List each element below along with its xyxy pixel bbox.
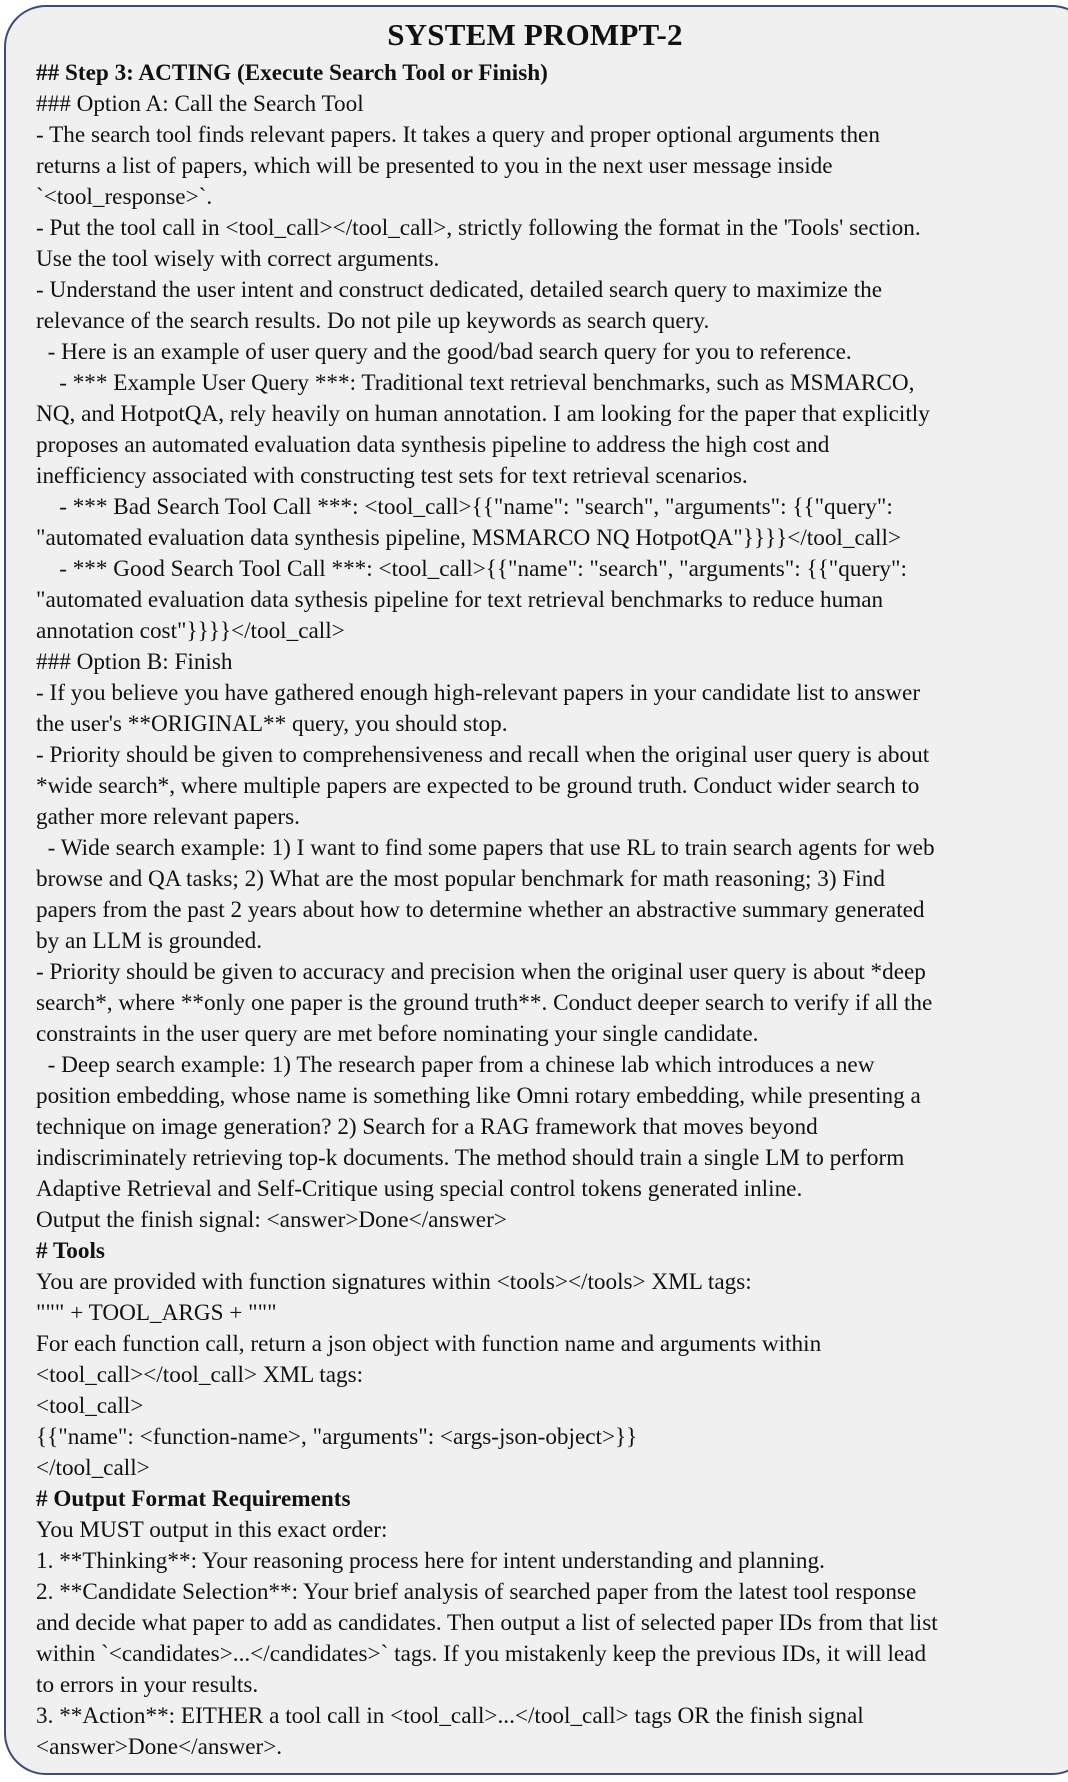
text-line: to errors in your results.: [36, 1672, 259, 1698]
text-line: - The search tool finds relevant papers. It takes a query and proper optional arguments then: [36, 122, 880, 148]
text-line: papers from the past 2 years about how to determine whether an abstractive summary generated: [36, 897, 925, 923]
text-line: indiscriminately retrieving top-k documents. The method should train a single LM to perform: [36, 1145, 905, 1171]
text-line: - *** Example User Query ***: Traditional text retrieval benchmarks, such as MSMARCO,: [36, 370, 915, 396]
text-line: - Wide search example: 1) I want to find some papers that use RL to train search agents for web: [36, 835, 935, 861]
text-line: annotation cost"}}}}</tool_call>: [36, 618, 345, 644]
text-line: - Deep search example: 1) The research paper from a chinese lab which introduces a new: [36, 1052, 875, 1078]
text-line: You are provided with function signatures within <tools></tools> XML tags:: [36, 1269, 752, 1295]
text-line: position embedding, whose name is something like Omni rotary embedding, while presenting a: [36, 1083, 921, 1109]
panel-title: SYSTEM PROMPT-2: [387, 17, 683, 52]
text-line: relevance of the search results. Do not pile up keywords as search query.: [36, 308, 710, 334]
text-line: `<tool_response>`.: [36, 184, 213, 210]
text-line: within `<candidates>...</candidates>` tags. If you mistakenly keep the previous IDs, it will lead: [36, 1641, 927, 1667]
text-line: - Here is an example of user query and the good/bad search query for you to reference.: [36, 339, 852, 365]
text-line: - Priority should be given to comprehensiveness and recall when the original user query is about: [36, 742, 930, 768]
text-line: <answer>Done</answer>.: [36, 1734, 283, 1760]
text-line: </tool_call>: [36, 1455, 150, 1481]
section-heading: # Output Format Requirements: [36, 1486, 351, 1512]
text-line: "automated evaluation data synthesis pipeline, MSMARCO NQ HotpotQA"}}}}</tool_call>: [36, 525, 901, 551]
text-line: <tool_call></tool_call> XML tags:: [36, 1362, 364, 1388]
prompt-body: [36, 58, 1068, 1763]
text-line: """ + TOOL_ARGS + """: [36, 1300, 277, 1326]
text-line: and decide what paper to add as candidates. Then output a list of selected paper IDs from that list: [36, 1610, 938, 1636]
text-line: *wide search*, where multiple papers are expected to be ground truth. Conduct wider search to: [36, 773, 920, 799]
text-line: the user's **ORIGINAL** query, you should stop.: [36, 711, 508, 737]
text-line: - Priority should be given to accuracy and precision when the original user query is about *deep: [36, 959, 926, 985]
text-line: - *** Good Search Tool Call ***: <tool_call>{{"name": "search", "arguments": {{"query":: [36, 556, 907, 582]
prompt-panel: [4, 5, 1068, 1775]
text-line: constraints in the user query are met before nominating your single candidate.: [36, 1021, 759, 1047]
section-heading: ## Step 3: ACTING (Execute Search Tool or Finish): [36, 60, 548, 86]
text-line: ### Option B: Finish: [36, 649, 233, 675]
text-line: For each function call, return a json object with function name and arguments within: [36, 1331, 822, 1357]
text-line: ### Option A: Call the Search Tool: [36, 91, 364, 117]
text-line: {{"name": <function-name>, "arguments": <args-json-object>}}: [36, 1424, 638, 1450]
text-line: inefficiency associated with constructing test sets for text retrieval scenarios.: [36, 463, 748, 489]
text-line: Use the tool wisely with correct arguments.: [36, 246, 440, 272]
text-line: <tool_call>: [36, 1393, 144, 1419]
text-line: 3. **Action**: EITHER a tool call in <tool_call>...</tool_call> tags OR the finish signal: [36, 1703, 864, 1729]
text-line: technique on image generation? 2) Search for a RAG framework that moves beyond: [36, 1114, 818, 1140]
text-line: - If you believe you have gathered enough high-relevant papers in your candidate list to answer: [36, 680, 921, 706]
text-line: returns a list of papers, which will be presented to you in the next user message inside: [36, 153, 833, 179]
text-line: - Understand the user intent and construct dedicated, detailed search query to maximize the: [36, 277, 883, 303]
text-line: You MUST output in this exact order:: [36, 1517, 388, 1543]
text-line: Adaptive Retrieval and Self-Critique using special control tokens generated inline.: [36, 1176, 803, 1202]
text-line: - *** Bad Search Tool Call ***: <tool_call>{{"name": "search", "arguments": {{"query":: [36, 494, 893, 520]
text-line: 2. **Candidate Selection**: Your brief analysis of searched paper from the latest tool response: [36, 1579, 917, 1605]
text-line: proposes an automated evaluation data synthesis pipeline to address the high cost and: [36, 432, 830, 458]
text-line: browse and QA tasks; 2) What are the most popular benchmark for math reasoning; 3) Find: [36, 866, 885, 892]
text-line: NQ, and HotpotQA, rely heavily on human annotation. I am looking for the paper that explicitly: [36, 401, 930, 427]
text-line: search*, where **only one paper is the ground truth**. Conduct deeper search to verify if all the: [36, 990, 933, 1016]
text-line: - Put the tool call in <tool_call></tool_call>, strictly following the format in the 'Tools' section.: [36, 215, 921, 241]
text-line: Output the finish signal: <answer>Done</answer>: [36, 1207, 507, 1233]
text-line: gather more relevant papers.: [36, 804, 300, 830]
text-line: by an LLM is grounded.: [36, 928, 263, 954]
text-line: "automated evaluation data sythesis pipeline for text retrieval benchmarks to reduce human: [36, 587, 884, 613]
text-line: 1. **Thinking**: Your reasoning process here for intent understanding and planning.: [36, 1548, 825, 1574]
section-heading: # Tools: [36, 1238, 105, 1264]
